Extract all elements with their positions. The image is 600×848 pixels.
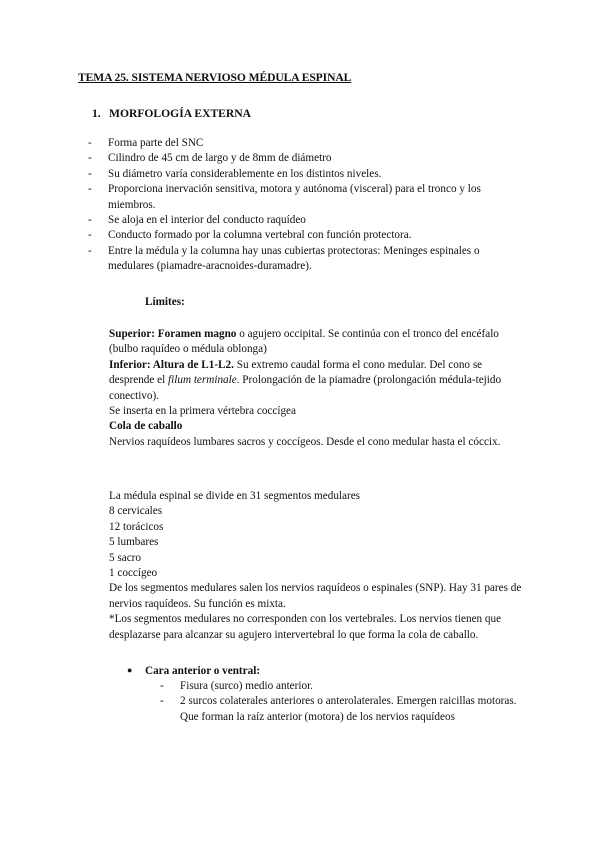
list-item: - Cilindro de 45 cm de largo y de 8mm de diámetro [88, 151, 528, 166]
segment-count: 5 sacro [109, 551, 141, 564]
note-paragraph: *Los segmentos medulares no corresponden con los vertebrales. Los nervios tienen que desplazarse para alcanzar su agujero intervertebral lo que forma la cola de caballo. [109, 613, 502, 641]
cara-heading [127, 663, 547, 679]
list-item: - Proporciona inervación sensitiva, motora y autónoma (visceral) para el tronco y los miembros. [88, 182, 528, 213]
cara-list [160, 679, 530, 725]
list-item: - Forma parte del SNC [88, 136, 528, 151]
cola-heading [109, 419, 529, 434]
list-item: - 2 surcos colaterales anteriores o anterolaterales. Emergen raicillas motoras. Que forman la raíz anterior (motora) de los nervios raquídeos [160, 694, 530, 725]
list-item: - Su diámetro varía considerablemente en los distintos niveles. [88, 167, 528, 182]
list-item: - Entre la médula y la columna hay unas cubiertas protectoras: Meninges espinales o medulares (piamadre-aracnoides-duramadre). [88, 244, 528, 275]
segment-count: 1 coccígeo [109, 567, 158, 580]
section-number: 1. [92, 107, 101, 120]
list-item: - Conducto formado por la columna vertebral con función protectora. [88, 228, 528, 243]
segment-count: 12 torácicos [109, 520, 164, 533]
cara-label: Cara anterior o ventral: [145, 665, 261, 677]
cola-label: Cola de caballo [109, 420, 183, 433]
segment-count: 8 cervicales [109, 505, 163, 518]
morphology-list [88, 136, 528, 275]
segment-count: 5 lumbares [109, 536, 159, 549]
bullet-icon: ● [127, 665, 133, 675]
superior-paragraph [109, 327, 529, 358]
inferior-text-2: . Prolongación de la piamadre (prolongación médula-tejido conectivo). [109, 374, 502, 402]
list-item: - Fisura (surco) medio anterior. [160, 679, 530, 694]
filum-terminale: filum terminale [168, 374, 237, 387]
inferior-text-1: Su extremo caudal forma el cono medular. Del cono se desprende el [109, 358, 483, 387]
limits-block [109, 327, 529, 450]
inserta-paragraph: Se inserta en la primera vértebra coccígea [109, 405, 296, 418]
inferior-paragraph [109, 358, 529, 404]
limits-heading: Límites: [145, 296, 185, 308]
superior-text: o agujero occipital. Se continúa con el tronco del encéfalo (bulbo raquídeo o médula oblonga) [109, 328, 499, 356]
superior-label: Superior: Foramen magno [109, 328, 237, 340]
cola-paragraph: Nervios raquídeos lumbares sacros y coccígeos. Desde el cono medular hasta el cóccix. [109, 435, 501, 448]
inferior-label: Inferior: Altura de L1-L2. [109, 358, 234, 371]
nervios-paragraph: De los segmentos medulares salen los nervios raquídeos o espinales (SNP). Hay 31 pares de nervios raquídeos. Su función es mixta. [109, 582, 522, 610]
list-item: - Se aloja en el interior del conducto raquídeo [88, 213, 528, 228]
segments-block [109, 489, 529, 643]
segments-intro: La médula espinal se divide en 31 segmentos medulares [109, 490, 361, 502]
section-title: MORFOLOGÍA EXTERNA [109, 107, 252, 120]
document-title: TEMA 25. SISTEMA NERVIOSO MÉDULA ESPINAL [78, 71, 352, 84]
section-heading [92, 106, 251, 121]
